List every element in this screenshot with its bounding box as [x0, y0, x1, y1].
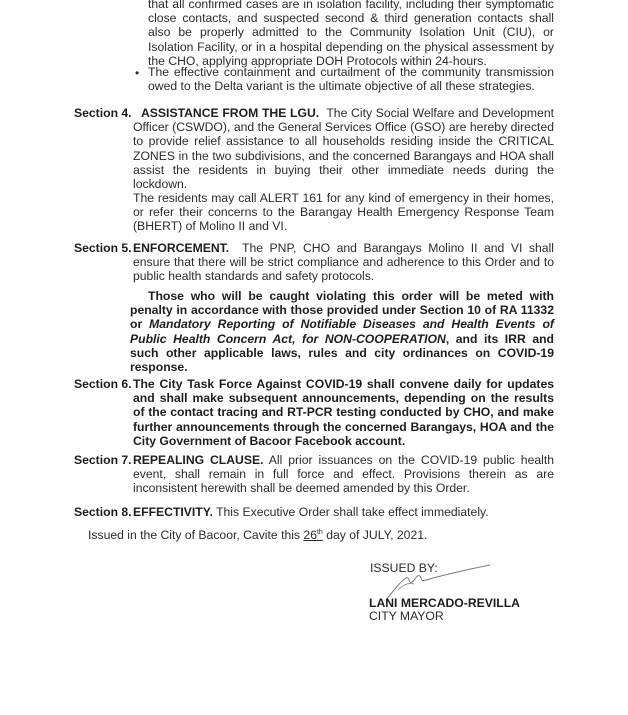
section-4-title: ASSISTANCE FROM THE LGU. — [141, 106, 320, 120]
section-5-text: The PNP, CHO and Barangays Molino II and VI shall ensure that there will be strict compliance and adherence to this Order and to public health standards and safety protocols. — [133, 241, 554, 284]
section-8-title: EFFECTIVITY. — [133, 505, 213, 519]
section-5-body — [133, 241, 554, 284]
penalty-text-2: , and its IRR and such other applicable laws, rules and city ordinances on COVID-19 response. — [130, 331, 554, 375]
issued-by-label: ISSUED BY: — [370, 561, 438, 575]
section-7-text: All prior issuances on the COVID-19 public health event, shall remain in full force and effect. Provisions therein as are inconsistent herewith shall be deemed amended by this Order. — [133, 453, 555, 496]
signatory-name: LANI MERCADO-REVILLA — [369, 596, 520, 610]
penalty-act-name: Mandatory Reporting of Notifiable Diseases and Health Events of Public Health Concern Act, for NON-COOPERATION — [130, 317, 554, 346]
section-8-label: Section 8. — [74, 505, 132, 519]
signatory-position: CITY MAYOR — [369, 609, 444, 623]
issued-line — [88, 528, 427, 542]
section-6-label: Section 6. — [74, 377, 132, 391]
continuation-bullet: The effective containment and curtailment of the community transmission owed to the Delta variant is the ultimate objective of all these strategies. — [148, 65, 554, 94]
issued-prefix: Issued in the City of Bacoor, Cavite this — [88, 528, 304, 542]
section-7-title: REPEALING CLAUSE. — [133, 453, 264, 467]
section-4-extra: The residents may call ALERT 161 for any kind of emergency in their homes, or refer their concerns to the Barangay Health Emergency Response Team (BHERT) of Molino II and VI. — [133, 191, 554, 234]
section-5-label: Section 5. — [74, 241, 132, 255]
section-6-body: The City Task Force Against COVID-19 shall convene daily for updates and shall make subsequent announcements, depending on the results of the contact tracing and RT-PCR testing conducted by CHO, and make further announcements through the concerned Barangays, HOA and the City Government of Bacoor Facebook account. — [133, 377, 554, 448]
section-7-label: Section 7. — [74, 453, 132, 467]
section-8-body — [133, 505, 554, 519]
section-5-penalty — [130, 289, 554, 374]
section-8-text: This Executive Order shall take effect immediately. — [216, 505, 489, 519]
section-4-label: Section 4. — [74, 106, 132, 120]
section-4-text: The City Social Welfare and Development Officer (CSWDO), and the General Services Office (GSO) are hereby directed to provide relief assistance to all households residing inside the CRITICAL ZONES in the two subdivisions, and the concerned Barangays and HOA shall assist the residents in buying their other immediate needs during the lockdown. — [133, 106, 554, 192]
penalty-text-1: Those who will be caught violating this order will be meted with penalty in accordance with those provided under Section 10 of RA 11332 or — [130, 289, 554, 332]
bullet-icon: • — [135, 66, 140, 80]
section-4-body — [133, 106, 554, 191]
section-7-body — [133, 453, 554, 496]
issued-day: 26th — [303, 528, 323, 542]
section-5-title: ENFORCEMENT. — [133, 241, 230, 255]
continuation-paragraph: that all confirmed cases are in isolation facility, including their symptomatic close contacts, and suspected second & third generation contacts shall also be properly admitted to the Community Isolation Unit (CIU), or Isolation Facility, or in a hospital depending on the physical assessment by the CHO, applying appropriate DOH Protocols within 24-hours. — [148, 0, 554, 68]
issued-suffix: day of JULY, 2021. — [322, 528, 428, 542]
